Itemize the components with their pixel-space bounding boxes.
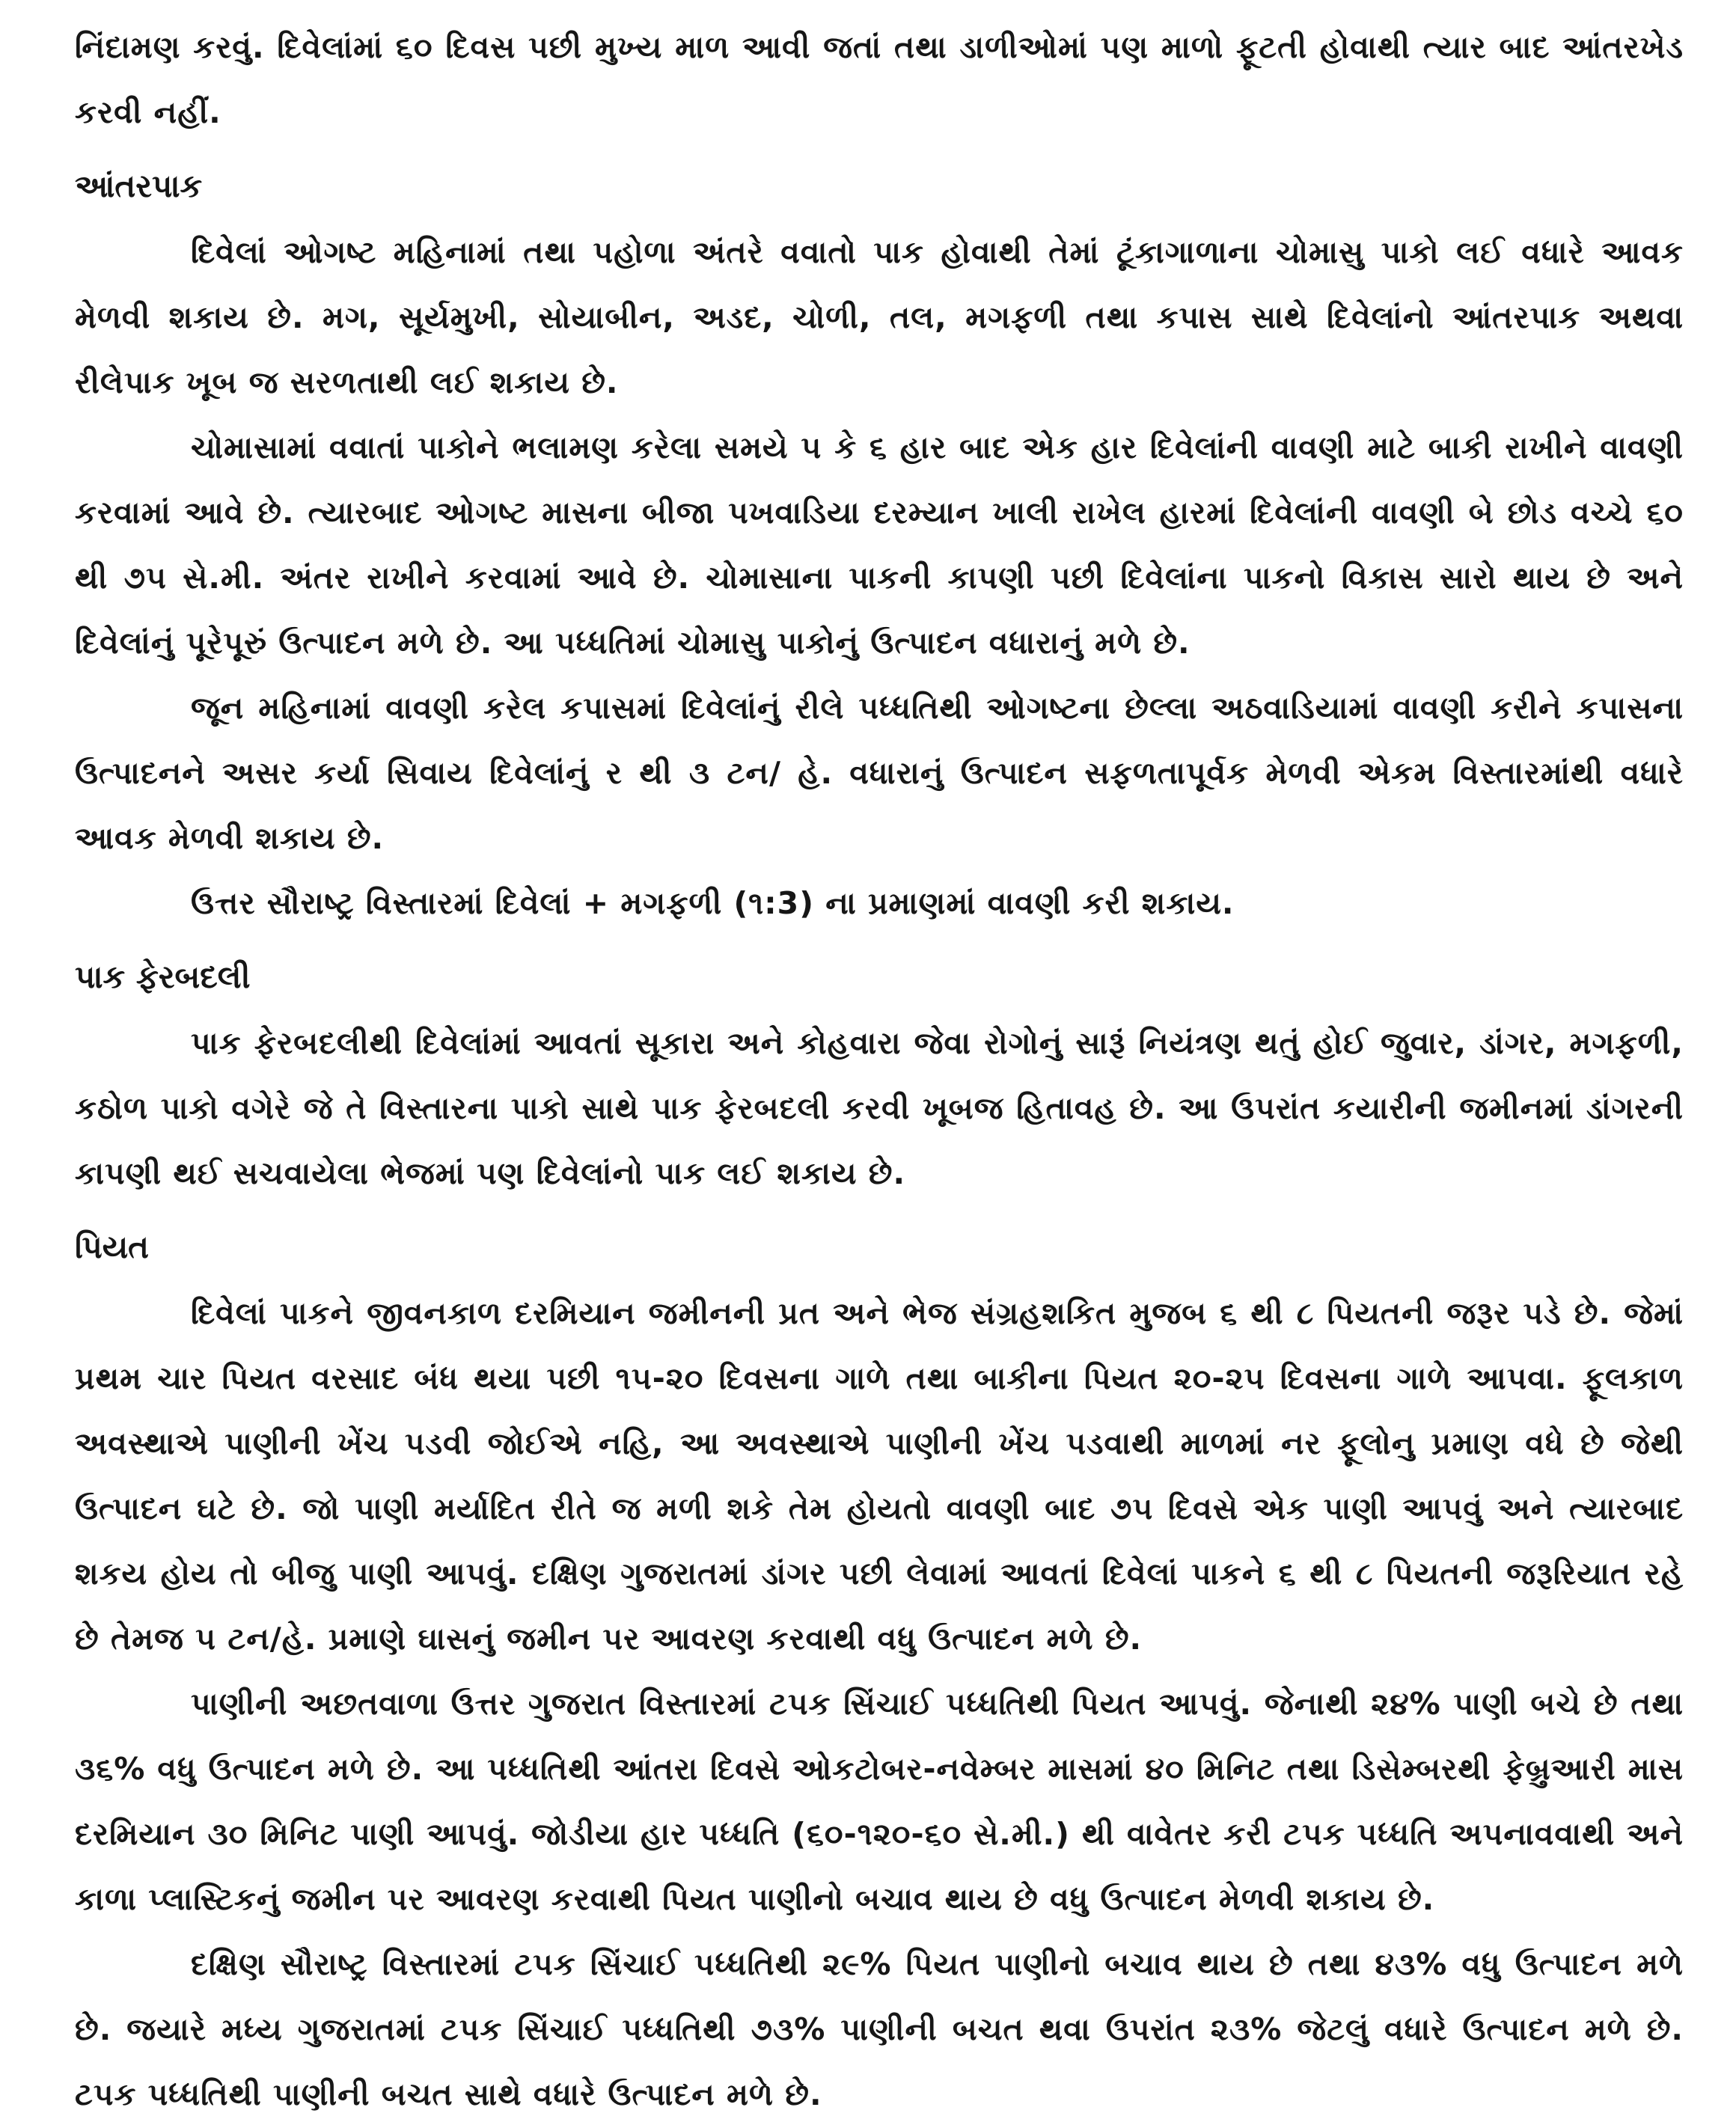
section-heading-intercrop: આંતરપાક (75, 168, 203, 204)
irrigation-paragraph-2: પાણીની અછતવાળા ઉત્તર ગુજરાત વિસ્તારમાં ટપક સિંચાઈ પધ્ધતિથી પિયત આપવું. જેનાથી ૨૪% પાણી બચે છે તથા ૩૬% વધુ ઉત્પાદન મળે છે. આ પધ્ધતિથી આંતરા દિવસે ઓકટોબર-નવેમ્બર માસમાં ૪૦ મિનિટ તથા ડિસેમ્બરથી ફેબ્રુઆરી માસ દરમિયાન ૩૦ મિનિટ પાણી આપવું. જોડીયા હાર પધ્ધતિ (૬૦-૧૨૦-૬૦ સે.મી.) થી વાવેતર કરી ટપક પધ્ધતિ અપનાવવાથી અને કાળા પ્લાસ્ટિકનું જમીન પર આવરણ કરવાથી પિયત પાણીનો બચાવ થાય છે વધુ ઉત્પાદન મેળવી શકાય છે. (75, 1686, 1684, 1917)
intercrop-paragraph-4: ઉત્તર સૌરાષ્ટ્ર વિસ્તારમાં દિવેલાં + મગફળી (૧:3) ના પ્રમાણમાં વાવણી કરી શકાય. (191, 885, 1235, 921)
document-page (75, 15, 1684, 2110)
intercrop-paragraph-1: દિવેલાં ઓગષ્ટ મહિનામાં તથા પહોળા અંતરે વવાતો પાક હોવાથી તેમાં ટૂંકાગાળાના ચોમાસુ પાકો લઈ વધારે આવક મેળવી શકાય છે. મગ, સૂર્યમુખી, સોયાબીન, અડદ, ચોળી, તલ, મગફળી તથા કપાસ સાથે દિવેલાંનો આંતરપાક અથવા રીલેપાક ખૂબ જ સરળતાથી લઈ શકાય છે. (75, 234, 1684, 400)
section-heading-crop-rotation: પાક ફેરબદલી (75, 958, 251, 995)
irrigation-paragraph-1: દિવેલાં પાકને જીવનકાળ દરમિયાન જમીનની પ્રત અને ભેજ સંગ્રહશકિત મુજબ ૬ થી ૮ પિયતની જરૂર પડે છે. જેમાં પ્રથમ ચાર પિયત વરસાદ બંધ થયા પછી ૧૫-૨૦ દિવસના ગાળે તથા બાકીના પિયત ૨૦-૨૫ દિવસના ગાળે આપવા. ફૂલકાળ અવસ્થાએ પાણીની ખેંચ પડવી જોઈએ નહિ, આ અવસ્થાએ પાણીની ખેંચ પડવાથી માળમાં નર ફૂલોનુ પ્રમાણ વધે છે જેથી ઉત્પાદન ઘટે છે. જો પાણી મર્યાદિત રીતે જ મળી શકે તેમ હોયતો વાવણી બાદ ૭૫ દિવસે એક પાણી આપવું અને ત્યારબાદ શકય હોય તો બીજુ પાણી આપવું. દક્ષિણ ગુજરાતમાં ડાંગર પછી લેવામાં આવતાં દિવેલાં પાકને ૬ થી ૮ પિયતની જરૂરિયાત રહે છે તેમજ ૫ ટન/હે. પ્રમાણે ઘાસનું જમીન પર આવરણ કરવાથી વધુ ઉત્પાદન મળે છે. (75, 1295, 1684, 1657)
spacer (75, 936, 1684, 944)
intercrop-paragraph-3: જૂન મહિનામાં વાવણી કરેલ કપાસમાં દિવેલાંનું રીલે પધ્ધતિથી ઓગષ્ટના છેલ્લા અઠવાડિયામાં વાવણી કરીને કપાસના ઉત્પાદનને અસર કર્યા સિવાય દિવેલાંનું ર થી ૩ ટન/ હે. વધારાનું ઉત્પાદન સફળતાપૂર્વક મેળવી એકમ વિસ્તારમાંથી વધારે આવક મેળવી શકાય છે. (75, 690, 1684, 856)
intro-paragraph: નિંદામણ કરવું. દિવેલાંમાં ૬૦ દિવસ પછી મુખ્ય માળ આવી જતાં તથા ડાળીઓમાં પણ માળો ફૂટતી હોવાથી ત્યાર બાદ આંતરખેડ કરવી નહીં. (75, 29, 1684, 130)
crop-rotation-paragraph-1: પાક ફેરબદલીથી દિવેલાંમાં આવતાં સૂકારા અને કોહવારા જેવા રોગોનું સારૂં નિયંત્રણ થતું હોઈ જુવાર, ડાંગર, મગફળી, કઠોળ પાકો વગેરે જે તે વિસ્તારના પાકો સાથે પાક ફેરબદલી કરવી ખૂબજ હિતાવહ છે. આ ઉપરાંત કયારીની જમીનમાં ડાંગરની કાપણી થઈ સચવાયેલા ભેજમાં પણ દિવેલાંનો પાક લઈ શકાય છે. (75, 1025, 1684, 1191)
spacer (75, 145, 1684, 153)
irrigation-paragraph-3: દક્ષિણ સૌરાષ્ટ્ર વિસ્તારમાં ટપક સિંચાઈ પધ્ધતિથી ૨૯% પિયત પાણીનો બચાવ થાય છે તથા ૪૩% વધુ ઉત્પાદન મળે છે. જયારે મધ્ય ગુજરાતમાં ટપક સિંચાઈ પધ્ધતિથી ૭૩% પાણીની બચત થવા ઉપરાંત ૨૩% જેટલું વધારે ઉત્પાદન મળે છે. ટપક પધ્ધતિથી પાણીની બચત સાથે વધારે ઉત્પાદન મળે છે. (75, 1946, 1684, 2112)
intercrop-paragraph-2: ચોમાસામાં વવાતાં પાકોને ભલામણ કરેલા સમયે ૫ કે ૬ હાર બાદ એક હાર દિવેલાંની વાવણી માટે બાકી રાખીને વાવણી કરવામાં આવે છે. ત્યારબાદ ઓગષ્ટ માસના બીજા પખવાડિયા દરમ્યાન ખાલી રાખેલ હારમાં દિવેલાંની વાવણી બે છોડ વચ્ચે ૬૦ થી ૭૫ સે.મી. અંતર રાખીને કરવામાં આવે છે. ચોમાસાના પાકની કાપણી પછી દિવેલાંના પાકનો વિકાસ સારો થાય છે અને દિવેલાંનું પૂરેપૂરું ઉત્પાદન મળે છે. આ પધ્ધતિમાં ચોમાસુ પાકોનું ઉત્પાદન વધારાનું મળે છે. (75, 429, 1684, 661)
spacer (75, 1206, 1684, 1214)
section-heading-irrigation: પિયત (75, 1229, 149, 1265)
